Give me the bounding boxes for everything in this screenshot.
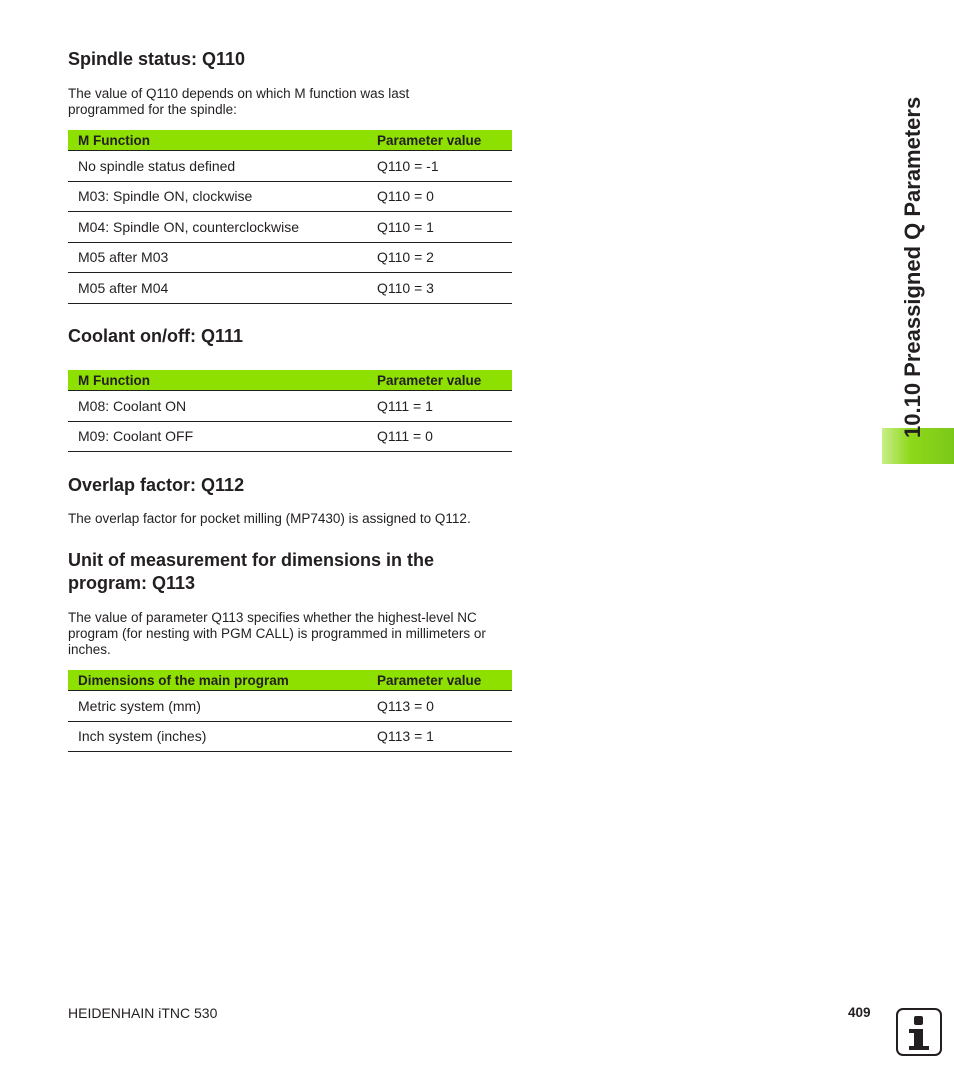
unit-table (68, 670, 512, 752)
info-icon (896, 1008, 942, 1056)
heading-unit-line-1: Unit of measurement for dimensions in the (68, 550, 435, 570)
column-header: Dimensions of the main program (68, 670, 367, 691)
page-number: 409 (848, 1005, 871, 1020)
heading-coolant: Coolant on/off: Q111 (68, 326, 244, 346)
table-cell: M08: Coolant ON (68, 391, 367, 422)
table-row (68, 181, 512, 212)
table-row (68, 242, 512, 273)
footer-product: HEIDENHAIN iTNC 530 (68, 1005, 218, 1021)
table-header-row (68, 130, 512, 151)
table-cell: Metric system (mm) (68, 691, 367, 722)
table-cell: M03: Spindle ON, clockwise (68, 181, 367, 212)
column-header: Parameter value (367, 130, 512, 151)
table-cell: Q110 = 2 (367, 242, 512, 273)
table-cell: M09: Coolant OFF (68, 421, 367, 452)
table-row (68, 273, 512, 304)
table-row (68, 691, 512, 722)
table-row (68, 721, 512, 752)
table-cell: M05 after M03 (68, 242, 367, 273)
table-row (68, 391, 512, 422)
chapter-side-title: 10.10 Preassigned Q Parameters (900, 96, 925, 438)
spindle-status-table (68, 130, 512, 304)
column-header: M Function (68, 130, 367, 151)
overlap-text: The overlap factor for pocket milling (MP7430) is assigned to Q112. (68, 511, 471, 526)
column-header: M Function (68, 370, 367, 391)
heading-spindle-status: Spindle status: Q110 (68, 49, 246, 69)
table-cell: Q110 = 1 (367, 212, 512, 243)
table-cell: Q110 = 0 (367, 181, 512, 212)
table-row (68, 421, 512, 452)
table-header-row (68, 370, 512, 391)
table-cell: M05 after M04 (68, 273, 367, 304)
table-header-row (68, 670, 512, 691)
table-cell: Q113 = 1 (367, 721, 512, 752)
table-cell: Inch system (inches) (68, 721, 367, 752)
heading-overlap-factor: Overlap factor: Q112 (68, 475, 245, 495)
table-cell: Q113 = 0 (367, 691, 512, 722)
column-header: Parameter value (367, 370, 512, 391)
table-cell: No spindle status defined (68, 151, 367, 182)
table-cell: Q110 = 3 (367, 273, 512, 304)
table-cell: Q111 = 0 (367, 421, 512, 452)
coolant-table (68, 370, 512, 452)
table-row (68, 212, 512, 243)
heading-unit-line-2: program: Q113 (68, 573, 196, 593)
table-cell: Q110 = -1 (367, 151, 512, 182)
unit-intro: The value of parameter Q113 specifies whether the highest-level NC program (for nesting with PGM CALL) is programmed in millimeters or inches. (68, 610, 486, 657)
table-cell: Q111 = 1 (367, 391, 512, 422)
column-header: Parameter value (367, 670, 512, 691)
table-cell: M04: Spindle ON, counterclockwise (68, 212, 367, 243)
spindle-intro: The value of Q110 depends on which M function was last programmed for the spindle: (68, 86, 410, 117)
table-row (68, 151, 512, 182)
